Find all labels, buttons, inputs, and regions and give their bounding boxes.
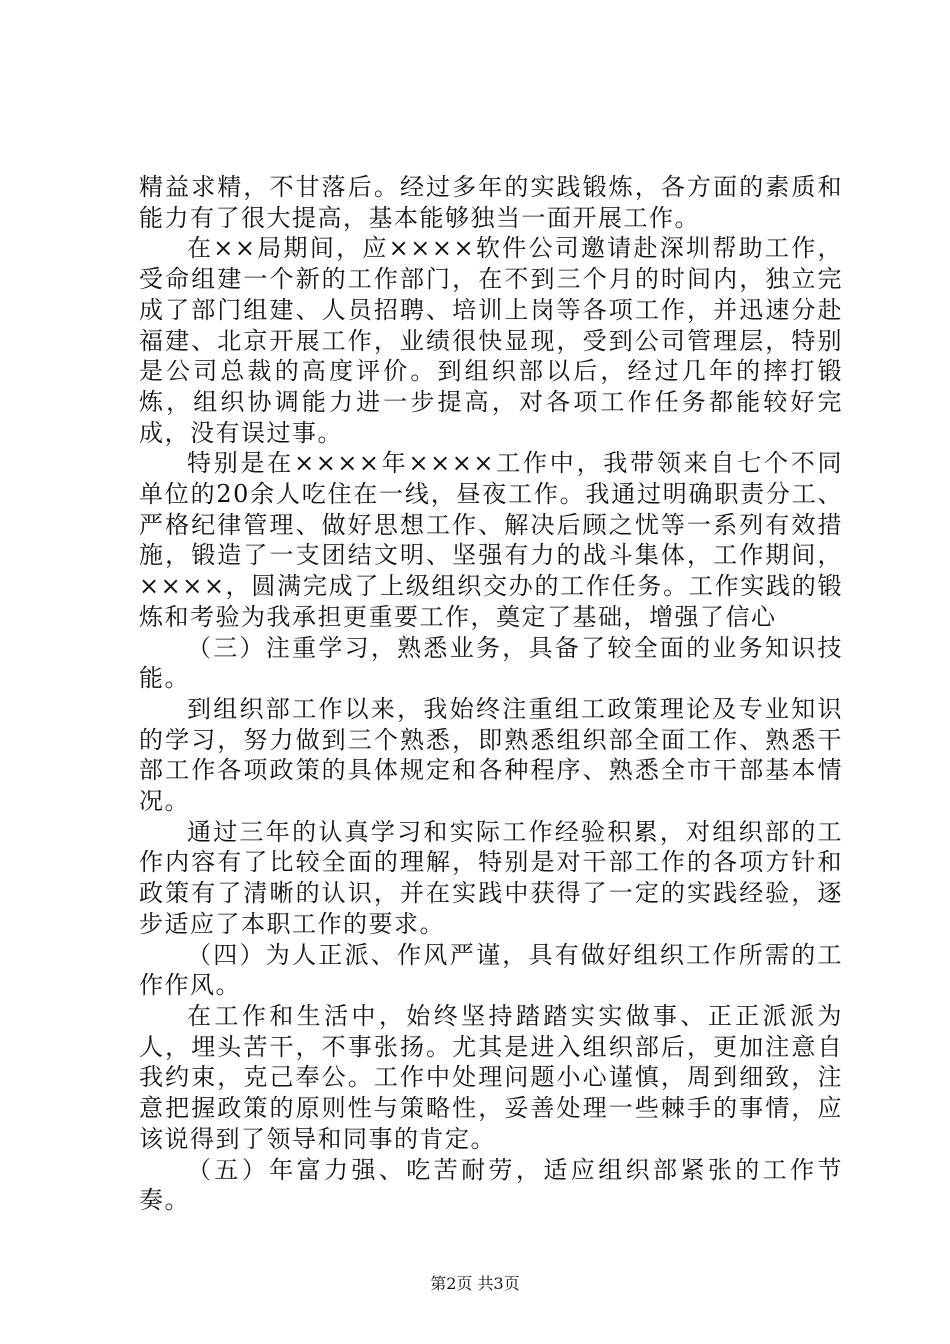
section-heading-5: （五）年富力强、吃苦耐劳，适应组织部紧张的工作节奏。: [139, 1155, 843, 1215]
document-body: [139, 172, 843, 1216]
paragraph-2: 在××局期间，应××××软件公司邀请赴深圳帮助工作，受命组建一个新的工作部门，在不到三个月的时间内，独立完成了部门组建、人员招聘、培训上岗等各项工作，并迅速分赴福建、北京开展工作，业绩很快显现，受到公司管理层，特别是公司总裁的高度评价。到组织部以后，经过几年的摔打锻炼，组织协调能力进一步提高，对各项工作任务都能较好完成，没有误过事。: [139, 234, 843, 447]
section-heading-3: （三）注重学习，熟悉业务，具备了较全面的业务知识技能。: [139, 633, 843, 693]
section-heading-4: （四）为人正派、作风严谨，具有做好组织工作所需的工作作风。: [139, 940, 843, 1000]
paragraph-6: 在工作和生活中，始终坚持踏踏实实做事、正正派派为人，埋头苦干，不事张扬。尤其是进入组织部后，更加注意自我约束，克己奉公。工作中处理问题小心谨慎，周到细致，注意把握政策的原则性与策略性，妥善处理一些棘手的事情，应该说得到了领导和同事的肯定。: [139, 1001, 843, 1153]
paragraph-5: 通过三年的认真学习和实际工作经验积累，对组织部的工作内容有了比较全面的理解，特别是对干部工作的各项方针和政策有了清晰的认识，并在实践中获得了一定的实践经验，逐步适应了本职工作的要求。: [139, 817, 843, 938]
page-footer: [0, 1274, 950, 1294]
page-number: 第2页 共3页: [430, 1274, 520, 1293]
paragraph-1: 精益求精，不甘落后。经过多年的实践锻炼，各方面的素质和能力有了很大提高，基本能够独当一面开展工作。: [139, 173, 843, 232]
paragraph-3: 特别是在××××年××××工作中，我带领来自七个不同单位的20余人吃住在一线，昼夜工作。我通过明确职责分工、严格纪律管理、做好思想工作、解决后顾之忧等一系列有效措施，锻造了一支团结文明、坚强有力的战斗集体，工作期间，××××，圆满完成了上级组织交办的工作任务。工作实践的锻炼和考验为我承担更重要工作，奠定了基础，增强了信心: [139, 449, 843, 631]
paragraph-4: 到组织部工作以来，我始终注重组工政策理论及专业知识的学习，努力做到三个熟悉，即熟悉组织部全面工作、熟悉干部工作各项政策的具体规定和各种程序、熟悉全市干部基本情况。: [139, 694, 843, 816]
